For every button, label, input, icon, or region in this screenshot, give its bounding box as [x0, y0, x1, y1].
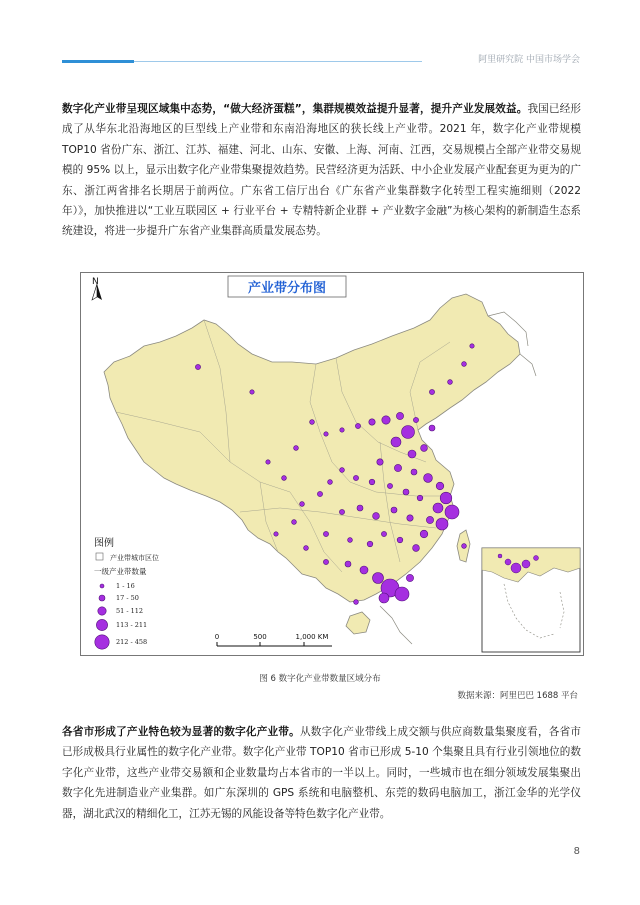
city-dot: [440, 492, 452, 504]
city-dot: [340, 468, 345, 473]
city-dot: [324, 432, 328, 436]
city-dot: [408, 450, 416, 458]
legend-city-label: 产业带城市区位: [110, 554, 159, 562]
city-dot: [381, 531, 386, 536]
city-dot: [377, 459, 383, 465]
city-dot: [339, 509, 344, 514]
scale-tick-0: 0: [214, 633, 220, 641]
city-dot: [387, 483, 392, 488]
header-rule: [134, 61, 422, 62]
city-dot: [462, 544, 467, 549]
city-dot: [373, 573, 384, 584]
city-dot: [391, 437, 401, 447]
legend-count-title: 一级产业带数量: [94, 567, 147, 576]
header-org: 阿里研究院 中国市场学会: [478, 55, 580, 65]
city-dot: [274, 532, 278, 536]
page-number: 8: [573, 846, 580, 857]
paragraph-regional-concentration: [62, 99, 581, 242]
city-dot: [357, 505, 363, 511]
city-dot: [426, 516, 433, 523]
city-dot: [429, 425, 435, 431]
city-dot: [195, 364, 200, 369]
paragraph-provincial-features: [62, 722, 581, 824]
city-dot: [345, 561, 351, 567]
city-dot: [323, 559, 328, 564]
south-china-sea-inset: [482, 548, 580, 652]
legend-class-4: 113 - 211: [116, 621, 148, 629]
city-dot: [282, 476, 287, 481]
city-dot: [353, 475, 358, 480]
city-dot: [420, 530, 428, 538]
city-dot: [382, 416, 390, 424]
legend-class-1: 1 - 16: [116, 582, 135, 590]
legend-class-2: 17 - 50: [116, 594, 139, 602]
city-dot: [407, 515, 413, 521]
city-dot: [402, 426, 415, 439]
legend-dot-4: [96, 619, 107, 630]
city-dot: [413, 545, 420, 552]
city-dot: [403, 489, 409, 495]
city-dot: [448, 380, 453, 385]
city-dot: [328, 480, 333, 485]
north-label: N: [92, 277, 99, 287]
city-dot: [250, 390, 254, 394]
paragraph-lead: 各省市形成了产业特色较为显著的数字化产业带。: [62, 726, 300, 738]
city-dot: [379, 593, 389, 603]
legend-dot-1: [100, 584, 104, 588]
data-source: 数据来源：阿里巴巴 1688 平台: [457, 691, 578, 701]
city-dot: [470, 344, 474, 348]
city-dot: [411, 469, 417, 475]
city-dot: [424, 474, 433, 483]
header-accent-line: [62, 60, 134, 63]
legend-class-5: 212 - 458: [116, 638, 148, 646]
city-dot: [317, 491, 322, 496]
industry-belt-map: [80, 272, 584, 656]
city-dot: [340, 428, 344, 432]
city-dot: [436, 482, 444, 490]
city-dot: [395, 587, 409, 601]
inset-dot: [534, 556, 539, 561]
city-dot: [417, 495, 423, 501]
city-dot: [369, 479, 375, 485]
city-dot: [413, 417, 418, 422]
map-title: 产业带分布图: [247, 281, 327, 296]
city-dot: [445, 505, 459, 519]
city-dot: [360, 566, 368, 574]
city-dot: [429, 389, 434, 394]
city-dot: [294, 446, 299, 451]
city-dot: [406, 574, 413, 581]
legend-class-3: 51 - 112: [116, 607, 144, 615]
city-dot: [373, 513, 380, 520]
city-dot: [397, 537, 403, 543]
inset-dot: [511, 563, 521, 573]
city-dot: [310, 420, 315, 425]
city-dot: [355, 423, 360, 428]
city-dot: [462, 362, 467, 367]
city-dot: [436, 518, 448, 530]
paragraph-body: 从数字化产业带线上成交额与供应商数量集聚度看，各省市已形成极具行业属性的数字化产业带。数字化产业带 TOP10 省市已形成 5-10 个集聚且具有行业引领地位的数字化产业带，这些产业带交易额和企业数量均占本省市的一半以上。同时，一些城市也在细分领域发展集聚出数字化先进制造业产业集群。如广东深圳的 GPS 系统和电脑整机、东莞的数码电脑加工，浙江金华的光学仪器，湖北武汉的精细化工，江苏无锡的风能设备等特色数字化产业带。: [62, 726, 582, 820]
inset-dot: [505, 559, 511, 565]
city-dot: [394, 464, 401, 471]
inset-dot: [498, 554, 502, 558]
figure-caption: 图 6 数字化产业带数量区域分布: [259, 674, 381, 684]
city-dot: [433, 503, 443, 513]
paragraph-lead: 数字化产业带呈现区域集中态势，“做大经济蛋糕”，集群规模效益提升显著，提升产业发展效益。: [62, 103, 528, 115]
paragraph-body: 我国已经形成了从华东北沿海地区的巨型线上产业带和东南沿海地区的狭长线上产业带。2021 年，数字化产业带规模 TOP10 省份广东、浙江、江苏、福建、河北、山东、安徽、上海、河南、江西，交易规模占全部产业带交易规模的 95% 以上，显示出数字化产业带集聚提效趋势。民营经济更为活跃、中小企业发展产业配套更为更为的广东、浙江两省排名长期居于前两位。广东省工信厅出台《广东省产业集群数字化转型工程实施细则（2022 年）》，加快推进以“工业互联园区 + 行业平台 + 专精特新企业群 + 产业数字金融”为核心架构的新制造生态系统建设，将进一步提升广东省产业集群高质量发展态势。: [62, 103, 582, 238]
legend-city-swatch: [96, 553, 103, 560]
city-dot: [304, 546, 309, 551]
legend-dot-2: [99, 595, 105, 601]
city-dot: [300, 502, 305, 507]
legend-dot-3: [98, 607, 106, 615]
city-dot: [391, 507, 397, 513]
city-dot: [369, 419, 375, 425]
map-svg: [80, 272, 584, 656]
city-dot: [367, 541, 373, 547]
city-dot: [323, 531, 328, 536]
legend-title: 图例: [94, 538, 114, 549]
legend-dot-5: [95, 635, 109, 649]
city-dot: [348, 538, 353, 543]
city-dot: [266, 460, 270, 464]
city-dot: [396, 412, 403, 419]
scale-tick-500: 500: [253, 633, 267, 641]
city-dot: [421, 445, 428, 452]
city-dot: [292, 520, 297, 525]
inset-dot: [522, 560, 530, 568]
city-dot: [354, 600, 359, 605]
scale-tick-1000: 1,000 KM: [295, 633, 329, 641]
